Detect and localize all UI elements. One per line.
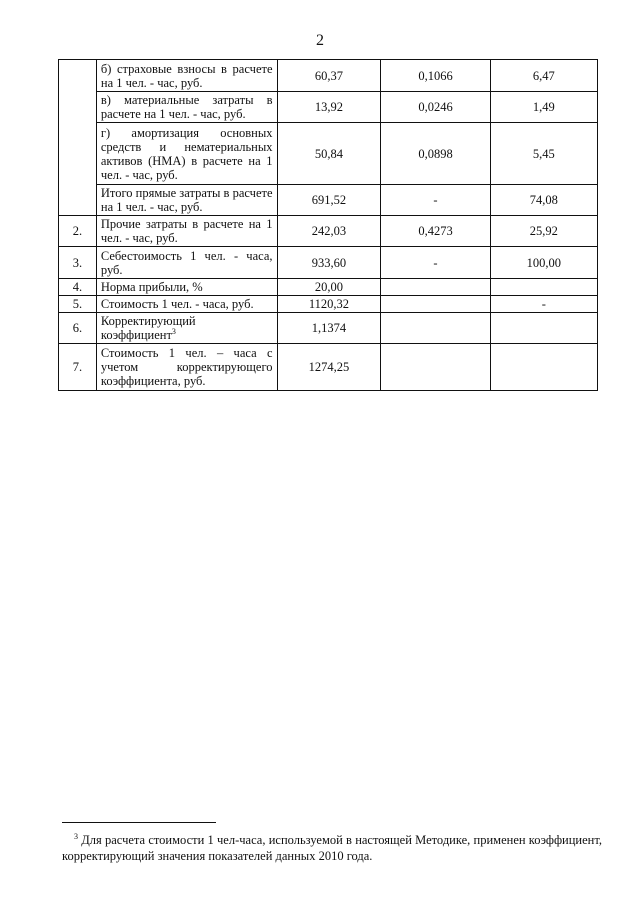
row-ratio-cell: 0,1066 [381,60,490,92]
row-number-cell: 5. [59,296,97,313]
footnote-text: Для расчета стоимости 1 чел-часа, используемой в настоящей Методике, применен коэффициент, корректирующий значения показателей данных 2010 года. [62,833,603,863]
row-value-cell: 691,52 [277,185,381,216]
row-percent-cell: 74,08 [490,185,597,216]
row-number-cell: 6. [59,313,97,344]
row-percent-cell [490,279,597,296]
row-label: в) материальные затраты в расчете на 1 чел. - час, руб. [100,93,273,121]
row-ratio-cell [381,296,490,313]
row-value-cell: 60,37 [277,60,381,92]
row-percent-cell: - [490,296,597,313]
row-label-cell [96,296,277,313]
row-label-cell [96,247,277,279]
footnote-ref: 3 [171,326,176,336]
row-percent-cell: 1,49 [490,92,597,123]
row-number-cell: 4. [59,279,97,296]
row-ratio-cell: - [381,185,490,216]
row-value-cell: 1,1374 [277,313,381,344]
row-percent-cell: 5,45 [490,123,597,185]
row-label-cell [96,185,277,216]
row-ratio-cell [381,279,490,296]
row-label-cell [96,60,277,92]
row-label: г) амортизация основных средств и нематериальных активов (НМА) в расчете на 1 чел. - час, руб. [100,125,273,182]
table-row [59,313,598,344]
row-label: Корректирующий коэффициент [100,314,196,342]
row-value-cell: 933,60 [277,247,381,279]
row-number-cell: 3. [59,247,97,279]
row-label: Стоимость 1 чел. – часа с учетом корректирующего коэффициента, руб. [100,346,273,388]
footnote [62,832,602,864]
table-row [59,216,598,247]
table-row [59,344,598,391]
table-row [59,296,598,313]
row-label-cell [96,313,277,344]
table-row [59,185,598,216]
row-percent-cell: 25,92 [490,216,597,247]
row-label-cell [96,123,277,185]
table-row [59,247,598,279]
table-row [59,279,598,296]
row-label: б) страховые взносы в расчете на 1 чел. - час, руб. [100,61,273,90]
row-label-cell [96,216,277,247]
row-label-cell [96,279,277,296]
row-value-cell: 1274,25 [277,344,381,391]
row-percent-cell: 100,00 [490,247,597,279]
row-label-cell [96,344,277,391]
row-label: Стоимость 1 чел. - часа, руб. [100,297,254,311]
row-ratio-cell: 0,0898 [381,123,490,185]
row-ratio-cell [381,313,490,344]
row-value-cell: 1120,32 [277,296,381,313]
row-percent-cell [490,344,597,391]
row-value-cell: 13,92 [277,92,381,123]
row-value-cell: 50,84 [277,123,381,185]
row-number-cell: 2. [59,216,97,247]
row-percent-cell [490,313,597,344]
footnote-marker: 3 [74,831,78,841]
row-ratio-cell: - [381,247,490,279]
row-ratio-cell: 0,0246 [381,92,490,123]
table-row [59,92,598,123]
table-row [59,60,598,92]
row-value-cell: 242,03 [277,216,381,247]
row-label: Итого прямые затраты в расчете на 1 чел. - час, руб. [100,186,273,214]
row-label: Себестоимость 1 чел. - часа, руб. [100,248,273,277]
footnote-divider [62,822,216,823]
row-label-cell [96,92,277,123]
row-label: Прочие затраты в расчете на 1 чел. - час, руб. [100,217,273,245]
table-row [59,123,598,185]
row-number-cell [59,60,97,216]
cost-table [58,59,598,391]
row-label: Норма прибыли, % [100,280,203,294]
row-ratio-cell: 0,4273 [381,216,490,247]
row-percent-cell: 6,47 [490,60,597,92]
row-ratio-cell [381,344,490,391]
row-value-cell: 20,00 [277,279,381,296]
row-number-cell: 7. [59,344,97,391]
page-number: 2 [316,32,324,49]
